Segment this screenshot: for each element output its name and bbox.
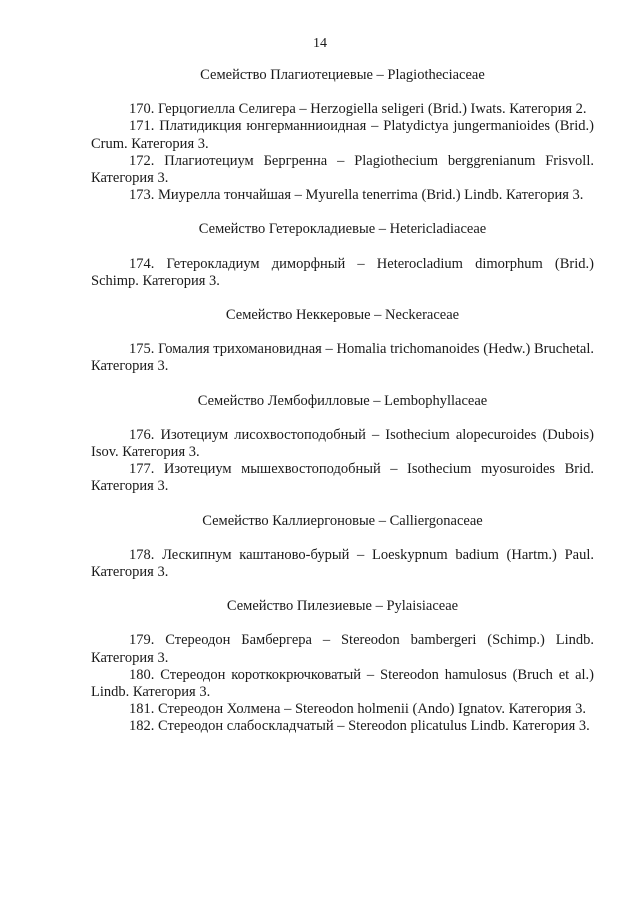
document-body [91,67,594,736]
family-heading: Семейство Лембофилловые – Lembophyllaceae [197,392,488,409]
family-heading: Семейство Плагиотециевые – Plagiotheciaceae [200,67,485,83]
species-entry: 177. Изотециум мышехвостоподобный – Isothecium myosuroides Brid. Категория 3. [91,461,594,495]
species-entry: 175. Гомалия трихомановидная – Homalia trichomanoides (Hedw.) Bruchetal. Категория 3. [91,341,594,375]
section-hetericladiaceae [91,221,594,290]
species-entry: 181. Стереодон Холмена – Stereodon holmenii (Ando) Ignatov. Категория 3. [129,701,586,718]
species-entry: 179. Стереодон Бамбергера – Stereodon bambergeri (Schimp.) Lindb. Категория 3. [91,632,594,666]
species-entry: 170. Герцогиелла Селигера – Herzogiella seligeri (Brid.) Iwats. Категория 2. [129,101,587,118]
section-calliergonaceae [91,513,594,582]
family-heading: Семейство Гетерокладиевые – Hetericladiaceae [198,221,487,238]
species-entry: 173. Миурелла тончайшая – Myurella tenerrima (Brid.) Lindb. Категория 3. [129,187,584,204]
species-entry: 171. Платидикция юнгерманниоидная – Platydictya jungermanioides (Brid.) Crum. Категория 3. [91,118,594,152]
species-entry: 178. Лескипнум каштаново-бурый – Loeskypnum badium (Hartm.) Paul. Категория 3. [91,546,594,581]
family-heading: Семейство Пилезиевые – Pylaisiaceae [226,598,459,615]
section-lembophyllaceae [91,393,594,496]
section-plagiotheciaceae [91,67,594,204]
species-entry: 182. Стереодон слабоскладчатый – Stereodon plicatulus Lindb. Категория 3. [129,718,590,735]
family-heading: Семейство Каллиергоновые – Calliergonaceae [202,512,483,529]
species-entry: 172. Плагиотециум Бергренна – Plagiothecium berggrenianum Frisvoll. Категория 3. [91,152,594,187]
species-entry: 176. Изотециум лисохвостоподобный – Isothecium alopecuroides (Dubois) Isov. Категория 3. [91,426,594,461]
species-entry: 180. Стереодон короткокрючковатый – Stereodon hamulosus (Bruch et al.) Lindb. Категория 3. [91,666,594,701]
page-number: 14 [313,36,327,51]
section-neckeraceae [91,307,594,376]
family-heading: Семейство Неккеровые – Neckeraceae [225,307,460,324]
species-entry: 174. Гетерокладиум диморфный – Heterocladium dimorphum (Brid.) Schimp. Категория 3. [91,255,594,289]
section-pylaisiaceae [91,598,594,735]
